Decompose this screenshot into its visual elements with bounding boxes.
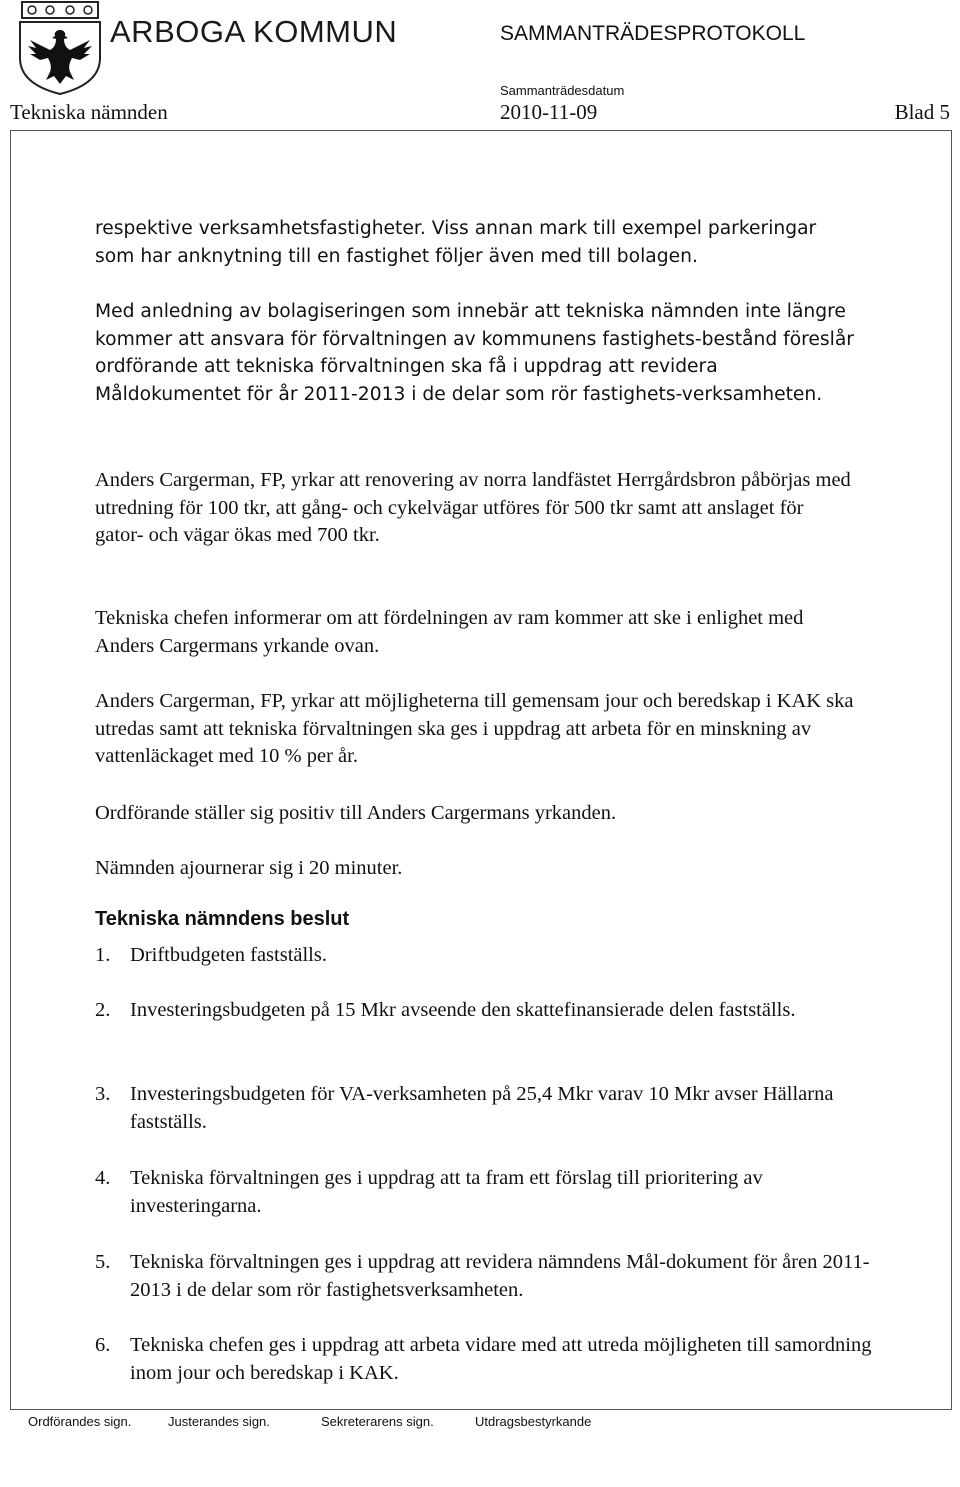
decision-number: 3. bbox=[95, 1083, 111, 1105]
decision-text: Driftbudgeten fastställs. bbox=[130, 944, 327, 966]
document-type: SAMMANTRÄDESPROTOKOLL bbox=[500, 22, 806, 45]
paragraph-5: Anders Cargerman, FP, yrkar att möjligheterna till gemensam jour och beredskap i KAK ska utredas samt att tekniska förvaltningen ska ges i uppdrag att arbeta för en minskning av vattenläckaget med 10 % per år. bbox=[95, 690, 854, 767]
decision-number: 5. bbox=[95, 1251, 111, 1273]
decision-number: 6. bbox=[95, 1334, 111, 1356]
chair-signature-label: Ordförandes sign. bbox=[28, 1414, 132, 1429]
decision-item bbox=[95, 1332, 875, 1387]
meeting-date: 2010-11-09 bbox=[500, 100, 598, 124]
page-number: Blad 5 bbox=[894, 100, 950, 124]
decision-text: Investeringsbudgeten för VA-verksamheten på 25,4 Mkr varav 10 Mkr avser Hällarna fastställs. bbox=[130, 1083, 834, 1133]
decision-text: Tekniska chefen ges i uppdrag att arbeta vidare med att utreda möjligheten till samordning inom jour och beredskap i KAK. bbox=[130, 1334, 872, 1384]
decision-item bbox=[95, 1081, 875, 1136]
decision-item bbox=[95, 1249, 875, 1304]
decision-heading: Tekniska nämndens beslut bbox=[95, 908, 350, 930]
decision-text: Investeringsbudgeten på 15 Mkr avseende den skattefinansierade delen fastställs. bbox=[130, 999, 796, 1021]
decision-number: 4. bbox=[95, 1167, 111, 1189]
paragraph-1: respektive verksamhetsfastigheter. Viss annan mark till exempel parkeringar som har anknytning till en fastighet följer även med till bolagen. bbox=[95, 218, 817, 267]
decision-number: 2. bbox=[95, 999, 111, 1021]
paragraph-3: Anders Cargerman, FP, yrkar att renovering av norra landfästet Herrgårdsbron påbörjas med utredning för 100 tkr, att gång- och cykelvägar utföres för 500 tkr samt att anslaget för gator- och vägar ökas med 700 tkr. bbox=[95, 469, 851, 546]
coat-of-arms-eagle-icon bbox=[16, 0, 104, 96]
paragraph-6: Ordförande ställer sig positiv till Anders Cargermans yrkanden. bbox=[95, 802, 617, 824]
decision-item bbox=[95, 942, 875, 970]
paragraph-4: Tekniska chefen informerar om att fördelningen av ram kommer att ske i enlighet med Anders Cargermans yrkande ovan. bbox=[95, 607, 804, 657]
paragraph-2: Med anledning av bolagiseringen som innebär att tekniska nämnden inte längre kommer att ansvara för förvaltningen av kommunens fastighets-bestånd föreslår ordförande att tekniska förvaltningen ska få i uppdrag att revidera Måldokumentet för år 2011-2013 i de delar som rör fastighets-verksamheten. bbox=[95, 301, 854, 405]
paragraph-7: Nämnden ajournerar sig i 20 minuter. bbox=[95, 857, 403, 879]
decision-item bbox=[95, 1165, 875, 1220]
decision-text: Tekniska förvaltningen ges i uppdrag att ta fram ett förslag till prioritering av investeringarna. bbox=[130, 1167, 763, 1217]
extract-certification-label: Utdragsbestyrkande bbox=[475, 1414, 592, 1429]
board-name: Tekniska nämnden bbox=[10, 100, 168, 124]
secretary-signature-label: Sekreterarens sign. bbox=[321, 1414, 434, 1429]
municipality-name: ARBOGA KOMMUN bbox=[110, 14, 398, 49]
meeting-date-label: Sammanträdesdatum bbox=[500, 83, 625, 98]
decision-text: Tekniska förvaltningen ges i uppdrag att revidera nämndens Mål-dokument för åren 2011-2013 i de delar som rör fastighetsverksamheten. bbox=[130, 1251, 870, 1301]
decision-item bbox=[95, 997, 875, 1025]
adjuster-signature-label: Justerandes sign. bbox=[168, 1414, 270, 1429]
decision-number: 1. bbox=[95, 944, 111, 966]
